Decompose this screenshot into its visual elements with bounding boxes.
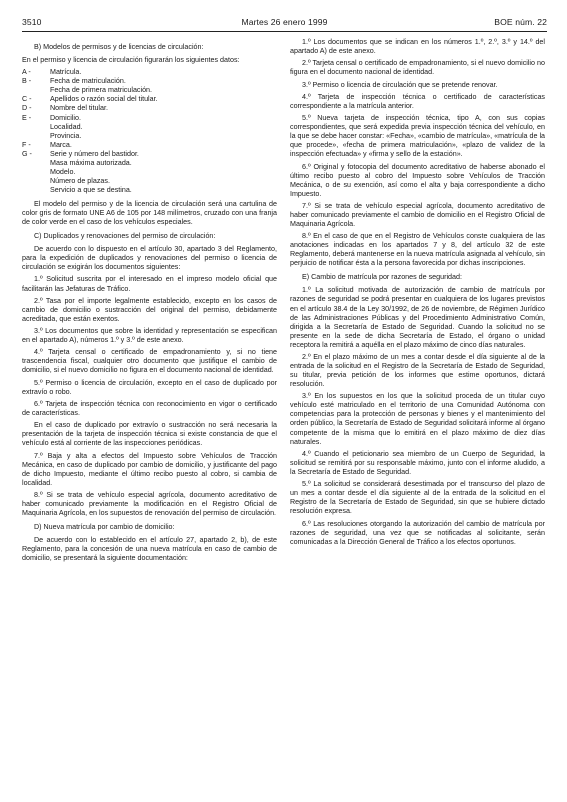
data-item-line: Serie y número del bastidor. — [50, 149, 139, 158]
data-item-line: Servicio a que se destina. — [50, 185, 132, 194]
data-item-key: E - — [22, 113, 32, 122]
left-column — [22, 38, 277, 566]
paragraph: 4.º Tarjeta censal o certificado de empadronamiento y, si no tiene trascendencia fiscal, cualquier otro documento que justifique el cambio de domicilio, si el nuevo domicilio no figura en el documento nacional de identidad. — [22, 348, 277, 375]
paragraph: 3.º Los documentos que sobre la identidad y representación se especifican en el apartado A), números 1.º y 3.º de este anexo. — [22, 327, 277, 345]
data-item-line: Nombre del titular. — [50, 104, 108, 113]
page-number: 3510 — [22, 17, 42, 27]
data-item-key: B - — [22, 77, 32, 86]
data-items-list — [22, 68, 277, 195]
data-item-key: D - — [22, 104, 32, 113]
data-item-line: Provincia. — [50, 131, 82, 140]
paragraph: 5.º Permiso o licencia de circulación, excepto en el caso de duplicado por extravío o robo. — [22, 378, 277, 396]
publication-issue: BOE núm. 22 — [494, 17, 547, 27]
data-item-key: F - — [22, 140, 31, 149]
data-item-line: Modelo. — [50, 167, 76, 176]
paragraph: 8.º Si se trata de vehículo especial agrícola, documento acreditativo de haber comunicado previamente la modificación en el Registro Oficial de Maquinaria Agrícola, en los supuestos de renovación del permiso de circulación. — [22, 490, 277, 518]
section-c-title: C) Duplicados y renovaciones del permiso de circulación: — [34, 232, 216, 241]
paragraph: 1.º Solicitud suscrita por el interesado en el impreso modelo oficial que facilitarán las Jefaturas de Tráfico. — [22, 275, 277, 293]
paragraph: 3.º En los supuestos en los que la solicitud proceda de un titular cuyo vehículo esté matriculado en el territorio de una Comunidad Autónoma con competencias para la protección de personas y bienes y el mantenimiento del orden público, la Secretaría de Estado de Seguridad solicitará informe al órgano competente de la misma que lo emitirá en el plazo máximo de diez días naturales. — [290, 392, 545, 446]
data-item-line: Masa máxima autorizada. — [50, 158, 132, 167]
paragraph: 5.º Nueva tarjeta de inspección técnica, tipo A, con sus copias correspondientes, que será expedida previa inspección técnica del vehículo, en la que se debe hacer constar: «Fecha», «cambio de matrícula», «matrícula de la que procede», «fecha de primera matriculación», «plazo de validez de la inspección efectuada» y «firma y sello de la estación». — [290, 114, 545, 159]
paragraph: 7.º Baja y alta a efectos del Impuesto sobre Vehículos de Tracción Mecánica, en caso de duplicado por cambio de domicilio, y justificante del pago de dicho Impuesto, mediante el último recibo puesto al cobro, si cambia de localidad. — [22, 451, 277, 487]
section-b-model: El modelo del permiso y de la licencia de circulación será una cartulina de color gris de formato UNE A6 de 105 por 148 milímetros, cruzado con una franja de color verde en el caso de los vehículos especiales. — [22, 199, 277, 227]
section-e-title: E) Cambio de matrícula por razones de seguridad: — [302, 273, 462, 282]
paragraph: 4.º Tarjeta de inspección técnica o certificado de características correspondiente a la matrícula anterior. — [290, 92, 545, 110]
paragraph: 3.º Permiso o licencia de circulación que se pretende renovar. — [302, 80, 498, 89]
paragraph: 2.º En el plazo máximo de un mes a contar desde el día siguiente al de la entrada de la solicitud en el Registro de la Secretaría de Estado de Seguridad, su titular, previa petición de los informes que estime oportunos, dictará resolución. — [290, 352, 545, 389]
paragraph: En el caso de duplicado por extravío o sustracción no será necesaria la presentación de la tarjeta de inspección técnica si existe constancia de que el vehículo está al corriente de las inspecciones periódicas. — [22, 421, 277, 448]
paragraph: 7.º Si se trata de vehículo especial agrícola, documento acreditativo de haber comunicado previamente el cambio de domicilio en el Registro Oficial de Maquinaria Agrícola. — [290, 201, 545, 228]
data-item-line: Número de plazas. — [50, 176, 110, 185]
data-item — [22, 141, 277, 150]
paragraph: 1.º La solicitud motivada de autorización de cambio de matrícula por razones de seguridad se podrá presentar en cualquiera de los lugares previstos en el artículo 38.4 de la Ley 30/1992, de 26 de noviembre, de Régimen Jurídico de las Administraciones Públicas y del Procedimiento Administrativo Común, dirigida a la Secretaría de Estado de Seguridad. Cuando la solicitud no se presente en la sede de dicha Secretaría de Estado, el órgano o unidad receptora la remitirá a aquélla en el plazo máximo de cinco días naturales. — [290, 286, 545, 349]
data-item — [22, 77, 277, 95]
paragraph: 6.º Las resoluciones otorgando la autorización del cambio de matrícula por razones de seguridad, una vez que se notificadas al solicitante, serán comunicadas a la Dirección General de Tráfico a los efectos oportunos. — [290, 519, 545, 546]
data-item — [22, 95, 277, 104]
paragraph: 6.º Tarjeta de inspección técnica con reconocimiento en vigor o certificado de características. — [22, 399, 277, 417]
data-item — [22, 150, 277, 195]
section-d-intro: De acuerdo con lo establecido en el artículo 27, apartado 2, b), de este Reglamento, para la concesión de una nueva matrícula en caso de cambio de domicilio, se presentará la siguiente documentación: — [22, 536, 277, 563]
paragraph: 2.º Tasa por el importe legalmente establecido, excepto en los casos de cambio de domicilio o sustracción del original del permiso, debidamente acreditada, que están exentos. — [22, 296, 277, 323]
paragraph: 6.º Original y fotocopia del documento acreditativo de haberse abonado el último recibo puesto al cobro del Impuesto sobre Vehículos de Tracción Mecánica, o de su exención, así como el alta y baja correspondiente a dicho Impuesto. — [290, 162, 545, 198]
paragraph: 2.º Tarjeta censal o certificado de empadronamiento, si el nuevo domicilio no figura en el documento nacional de identidad. — [290, 59, 545, 77]
issue-date: Martes 26 enero 1999 — [241, 17, 328, 27]
section-c-items — [22, 275, 277, 518]
data-item-key: G - — [22, 149, 32, 158]
data-item — [22, 104, 277, 113]
data-item — [22, 114, 277, 141]
paragraph: 1.º Los documentos que se indican en los números 1.º, 2.º, 3.º y 14.º del apartado A) de este anexo. — [290, 38, 545, 56]
data-item-key: A - — [22, 68, 31, 77]
section-d-title: D) Nueva matrícula por cambio de domicilio: — [34, 523, 175, 532]
data-item-line: Marca. — [50, 140, 72, 149]
data-item-line: Fecha de primera matriculación. — [50, 86, 152, 95]
header-divider — [22, 31, 547, 32]
section-c-intro: De acuerdo con lo dispuesto en el artículo 30, apartado 3 del Reglamento, para la expedición de duplicados y renovaciones del permiso o licencia de circulación se exigirán los documentos siguientes: — [22, 245, 277, 272]
section-d-items — [290, 38, 545, 268]
data-item-key: C - — [22, 95, 32, 104]
data-item — [22, 68, 277, 77]
data-item-line: Localidad. — [50, 122, 83, 131]
paragraph: 5.º La solicitud se considerará desestimada por el transcurso del plazo de un mes a contar desde el día siguiente al de la entrada de la solicitud en el Registro de la Secretaría de Estado de Seguridad, sin que se hubiere dictado resolución expresa. — [290, 480, 545, 516]
paragraph: 8.º En el caso de que en el Registro de Vehículos conste cualquiera de las anotaciones indicadas en los apartados 7 y 8, del artículo 32 de este Reglamento, deberá mantenerse en la nueva matrícula asignada al vehículo, sin perjuicio de notificar ésta a la persona favorecida por dichas inscripciones. — [290, 232, 545, 268]
data-item-line: Fecha de matriculación. — [50, 77, 126, 86]
data-item-line: Domicilio. — [50, 113, 81, 122]
page-header — [22, 17, 547, 29]
data-item-line: Matrícula. — [50, 68, 82, 77]
data-item-line: Apellidos o razón social del titular. — [50, 95, 158, 104]
paragraph: 4.º Cuando el peticionario sea miembro de un Cuerpo de Seguridad, la solicitud se remitirá por su responsable máximo, junto con el informe aludido, a la Secretaría de Estado de Seguridad. — [290, 449, 545, 476]
right-column — [290, 38, 545, 550]
section-b-title: B) Modelos de permisos y de licencias de circulación: — [34, 43, 204, 51]
section-e-items — [290, 286, 545, 546]
section-b-intro: En el permiso y licencia de circulación figurarán los siguientes datos: — [22, 56, 240, 65]
